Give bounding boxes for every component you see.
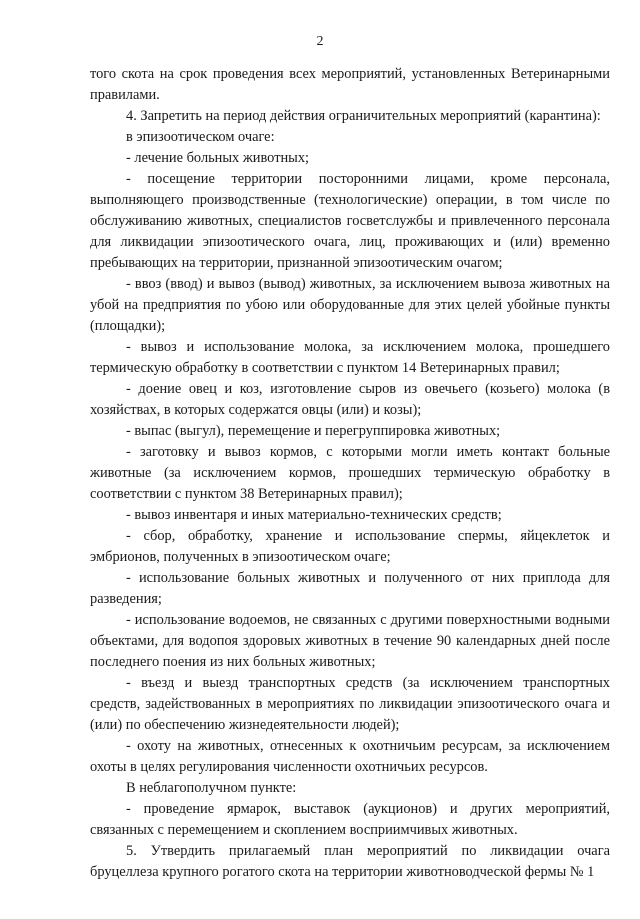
list-item: - въезд и выезд транспортных средств (за исключением транспортных средств, задействованных в мероприятиях по ликвидации эпизоотического очага и (или) по обеспечению жизнедеятельности людей);: [90, 675, 610, 733]
list-item: - посещение территории посторонними лицами, кроме персонала, выполняющего производственные (технологические) операции, в том числе по обслуживанию животных, специалистов госветслужбы и привлеченного персонала для ликвидации эпизоотического очага, лиц, проживающих и (или) временно пребывающих на территории, признанной эпизоотическим очагом;: [90, 171, 610, 271]
list-item: - выпас (выгул), перемещение и перегруппировка животных;: [126, 423, 501, 439]
list-item: - проведение ярмарок, выставок (аукционов) и других мероприятий, связанных с перемещением и скоплением восприимчивых животных.: [90, 801, 610, 838]
paragraph-subheading-focus: в эпизоотическом очаге:: [126, 129, 275, 145]
paragraph-subheading-point: В неблагополучном пункте:: [126, 780, 297, 796]
list-item: - лечение больных животных;: [126, 150, 310, 166]
page-number: 2: [316, 34, 324, 49]
list-item: - ввоз (ввод) и вывоз (вывод) животных, за исключением вывоза животных на убой на предприятия по убою или оборудованные для этих целей убойные пункты (площадки);: [90, 276, 610, 334]
list-item: - использование больных животных и полученного от них приплода для разведения;: [90, 570, 610, 607]
list-item: - доение овец и коз, изготовление сыров из овечьего (козьего) молока (в хозяйствах, в которых содержатся овцы (или) и козы);: [90, 381, 610, 418]
list-item: - вывоз инвентаря и иных материально-технических средств;: [126, 507, 502, 523]
list-item: - охоту на животных, отнесенных к охотничьим ресурсам, за исключением охоты в целях регулирования численности охотничьих ресурсов.: [90, 738, 610, 775]
paragraph-continuation: того скота на срок проведения всех мероприятий, установленных Ветеринарными правилами.: [90, 66, 610, 103]
list-item: - сбор, обработку, хранение и использование спермы, яйцеклеток и эмбрионов, полученных в эпизоотическом очаге;: [90, 528, 610, 565]
paragraph-item-4: 4. Запретить на период действия ограничительных мероприятий (карантина):: [126, 108, 601, 124]
list-item: - использование водоемов, не связанных с другими поверхностными водными объектами, для водопоя здоровых животных в течение 90 календарных дней после последнего поения из них больных животных;: [90, 612, 610, 670]
paragraph-item-5: 5. Утвердить прилагаемый план мероприятий по ликвидации очага бруцеллеза крупного рогатого скота на территории животноводческой фермы № 1: [90, 843, 610, 880]
document-body: [90, 64, 610, 883]
list-item: - заготовку и вывоз кормов, с которыми могли иметь контакт больные животные (за исключением кормов, прошедших термическую обработку в соответствии с пунктом 38 Ветеринарных правил);: [90, 444, 610, 502]
list-item: - вывоз и использование молока, за исключением молока, прошедшего термическую обработку в соответствии с пунктом 14 Ветеринарных правил;: [90, 339, 610, 376]
